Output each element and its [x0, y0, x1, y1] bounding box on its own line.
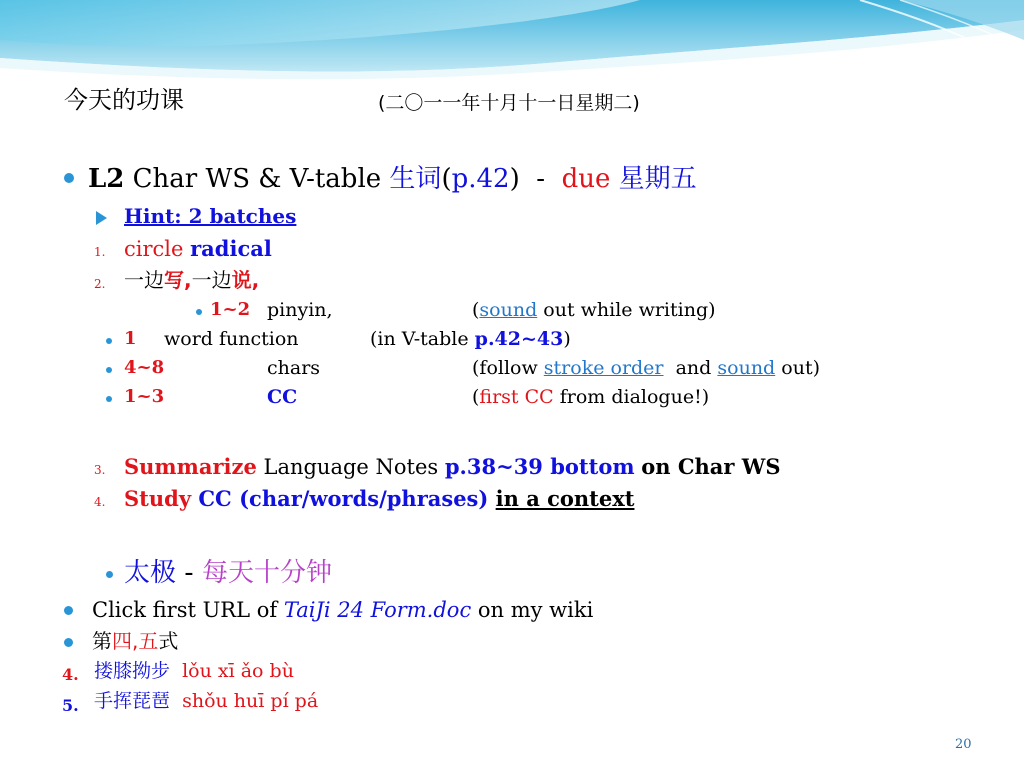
click-pre: Click first URL of	[92, 598, 278, 622]
item4-d: in a context	[495, 486, 635, 511]
item2-b: 写,	[164, 268, 192, 292]
click-url-line	[92, 600, 593, 621]
taiji-doc-link[interactable]: TaiJi 24 Form.doc	[283, 598, 472, 622]
item-number: 3.	[94, 463, 106, 477]
l2-line	[64, 166, 697, 192]
item-number: 2.	[94, 277, 106, 291]
bullet-dot	[64, 606, 73, 615]
sub4-rest: from dialogue!)	[559, 386, 710, 408]
item3-c: p.38~39 bottom	[444, 454, 635, 479]
item-study	[124, 488, 634, 509]
sub3-num: 4~8	[124, 357, 165, 378]
sub4-num: 1~3	[124, 386, 165, 407]
item4-b: CC	[198, 486, 232, 511]
item4-c: (char/words/phrases)	[239, 486, 489, 511]
l2-weekday: 星期五	[618, 164, 697, 194]
forms-line	[92, 631, 178, 651]
page-number: 20	[955, 737, 972, 752]
sub1-label: pinyin,	[267, 299, 333, 321]
form4-cn: 搂膝拗步	[94, 660, 171, 682]
sub4-label: CC	[267, 386, 298, 408]
sub2-page: p.42~43	[474, 328, 564, 350]
sub4-open: (	[472, 386, 480, 408]
item3-d: on Char WS	[641, 454, 781, 479]
arrow-bullet-icon	[96, 211, 107, 225]
taiji-daily: 每天十分钟	[201, 558, 332, 588]
item1-a: circle	[124, 237, 184, 261]
form4-pinyin: lǒu xī ǎo bù	[182, 660, 294, 682]
bullet-dot	[64, 173, 74, 183]
hint-text: Hint: 2 batches	[124, 204, 297, 228]
sub2-num: 1	[124, 328, 137, 349]
sub3-note	[472, 359, 820, 378]
l2-paren-open: (	[441, 164, 452, 194]
l2-paren-close: )	[509, 164, 520, 194]
l2-dash: -	[536, 164, 546, 194]
sub1-note	[472, 301, 716, 320]
sub3-and: and	[675, 357, 712, 379]
taiji-name: 太极	[124, 558, 177, 588]
sub2-label: word function	[164, 328, 299, 350]
sub1-rest: out while writing)	[543, 299, 716, 321]
l2-shengci: 生词	[389, 164, 442, 194]
form4-line	[94, 662, 294, 681]
l2-text: Char WS & V-table	[132, 164, 382, 194]
forms-shi: 式	[158, 629, 179, 653]
sub2-note	[370, 330, 571, 349]
stroke-order-link[interactable]: stroke order	[543, 357, 664, 379]
item-number: 4.	[94, 495, 106, 509]
forms-di: 第	[92, 629, 112, 653]
taiji-dash: -	[184, 558, 194, 588]
l2-prefix: L2	[88, 164, 125, 194]
item-summarize	[124, 456, 781, 478]
item3-a: Summarize	[124, 454, 257, 479]
bullet-dot	[106, 367, 112, 373]
item-write-say	[124, 270, 259, 290]
l2-page: p.42	[451, 164, 510, 194]
sub3-out: out)	[781, 357, 820, 379]
sound-link[interactable]: sound	[479, 299, 538, 321]
item-number: 1.	[94, 245, 106, 259]
item2-a: 一边	[124, 268, 164, 292]
form5-pinyin: shǒu huī pí pá	[182, 690, 319, 712]
slide-title: 今天的功课	[64, 86, 184, 114]
form5-cn: 手挥琵琶	[94, 690, 171, 712]
slide-date: (二〇一一年十月十一日星期二)	[378, 92, 640, 114]
sub3-label: chars	[267, 357, 321, 379]
l2-due: due	[561, 164, 611, 194]
bullet-dot	[196, 309, 202, 315]
bullet-dot	[106, 571, 113, 578]
form5-num: 5.	[62, 696, 79, 715]
sub2-close: )	[563, 328, 571, 350]
item-circle-radical	[124, 238, 272, 260]
click-post: on my wiki	[477, 598, 594, 622]
item2-d: 说,	[231, 268, 260, 292]
sound-link[interactable]: sound	[717, 357, 776, 379]
sub1-open: (	[472, 299, 480, 321]
sub4-note	[472, 388, 709, 407]
sub1-num: 1~2	[210, 299, 251, 320]
bullet-dot	[64, 638, 73, 647]
sub3-open: (follow	[472, 357, 538, 379]
item4-a: Study	[124, 486, 192, 511]
item1-b: radical	[190, 236, 272, 261]
form4-num: 4.	[62, 665, 79, 684]
item2-c: 一边	[191, 268, 232, 292]
taiji-line	[124, 560, 332, 586]
sub2-open: (in V-table	[370, 328, 469, 350]
form5-line	[94, 692, 318, 711]
sub4-first: first CC	[479, 386, 554, 408]
forms-nums: 四,五	[112, 629, 159, 653]
bullet-dot	[106, 338, 112, 344]
bullet-dot	[106, 396, 112, 402]
item3-b: Language Notes	[263, 455, 439, 479]
